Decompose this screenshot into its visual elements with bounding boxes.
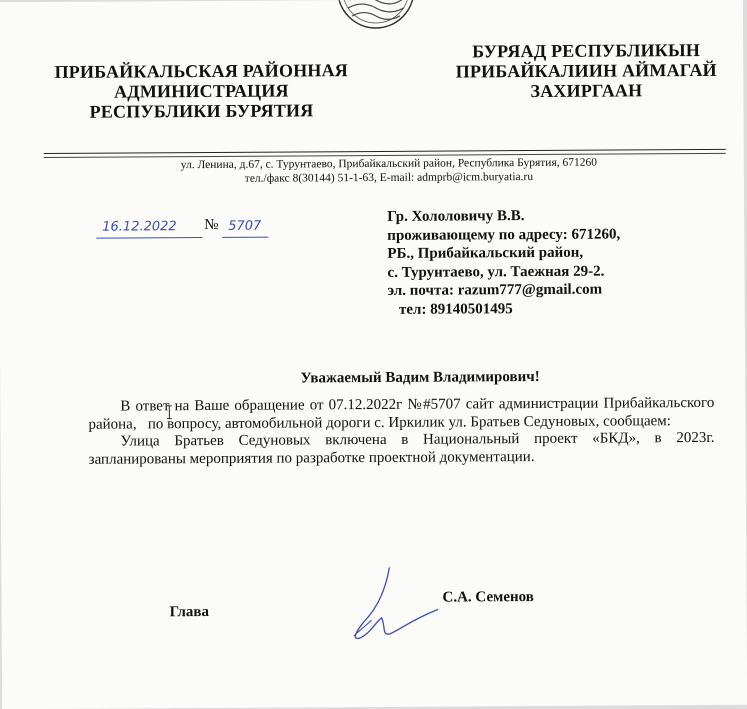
org-contact-block	[149, 155, 629, 186]
body-paragraph-2: Улица Братьев Седуновых включена в Национальный проект «БКД», в 2023г. запланированы мероприятия по разработке проектной документации.	[88, 429, 715, 468]
signatory-title: Глава	[169, 604, 209, 621]
letter-body	[88, 394, 719, 469]
org-name-ru-line-3: РЕСПУБЛИКИ БУРЯТИЯ	[89, 100, 314, 122]
recipient-email: эл. почта: razum777@gmail.com	[387, 281, 603, 299]
recipient-address-line-1: проживающему по адресу: 671260,	[387, 225, 621, 244]
org-name-russian	[48, 60, 354, 122]
recipient-phone: тел: 89140501495	[387, 300, 513, 318]
org-name-ru-line-1: ПРИБАЙКАЛЬСКАЯ РАЙОННАЯ	[54, 60, 349, 82]
number-underline	[222, 237, 268, 238]
body-paragraph-1: В ответ на Ваше обращение от 07.12.2022г №#5707 сайт администрации Прибайкальского района, по вопросу, автомобильной дороги с. Иркилик ул. Братьев Седуновых, сообщаем:	[88, 394, 719, 433]
emblem-seal	[336, 0, 416, 34]
recipient-address-line-2: РБ., Прибайкальский район,	[387, 244, 584, 262]
signatory-name: С.А. Семенов	[442, 589, 534, 606]
recipient-address-line-3: с. Турунтаево, ул. Таежная 29-2.	[387, 263, 605, 281]
text-cursor-icon	[166, 405, 172, 419]
outgoing-reference	[94, 215, 284, 242]
org-address: ул. Ленина, д.67, с. Турунтаево, Прибайкальский район, Республика Бурятия, 671260	[180, 156, 597, 172]
org-name-ru-line-2: АДМИНИСТРАЦИЯ	[113, 80, 289, 102]
outgoing-number: 5707	[228, 218, 262, 234]
org-name-bua-line-2: ПРИБАЙКАЛИИН АЙМАГАЙ	[455, 59, 717, 82]
outgoing-date: 16.12.2022	[102, 219, 177, 235]
greeting: Уважаемый Вадим Владимирович!	[300, 368, 540, 387]
org-name-buryat	[436, 40, 736, 102]
org-contacts: тел./факс 8(30144) 51-1-63, E-mail: admprb@icm.buryatia.ru	[244, 171, 534, 185]
number-sign: №	[204, 216, 219, 234]
date-underline	[96, 237, 202, 239]
recipient-block	[387, 206, 688, 319]
org-name-bua-line-3: ЗАХИРГААН	[530, 80, 643, 102]
org-name-bua-line-1: БУРЯАД РЕСПУБЛИКЫН	[472, 39, 701, 62]
recipient-name: Гр. Хололовичу В.В.	[387, 208, 525, 225]
